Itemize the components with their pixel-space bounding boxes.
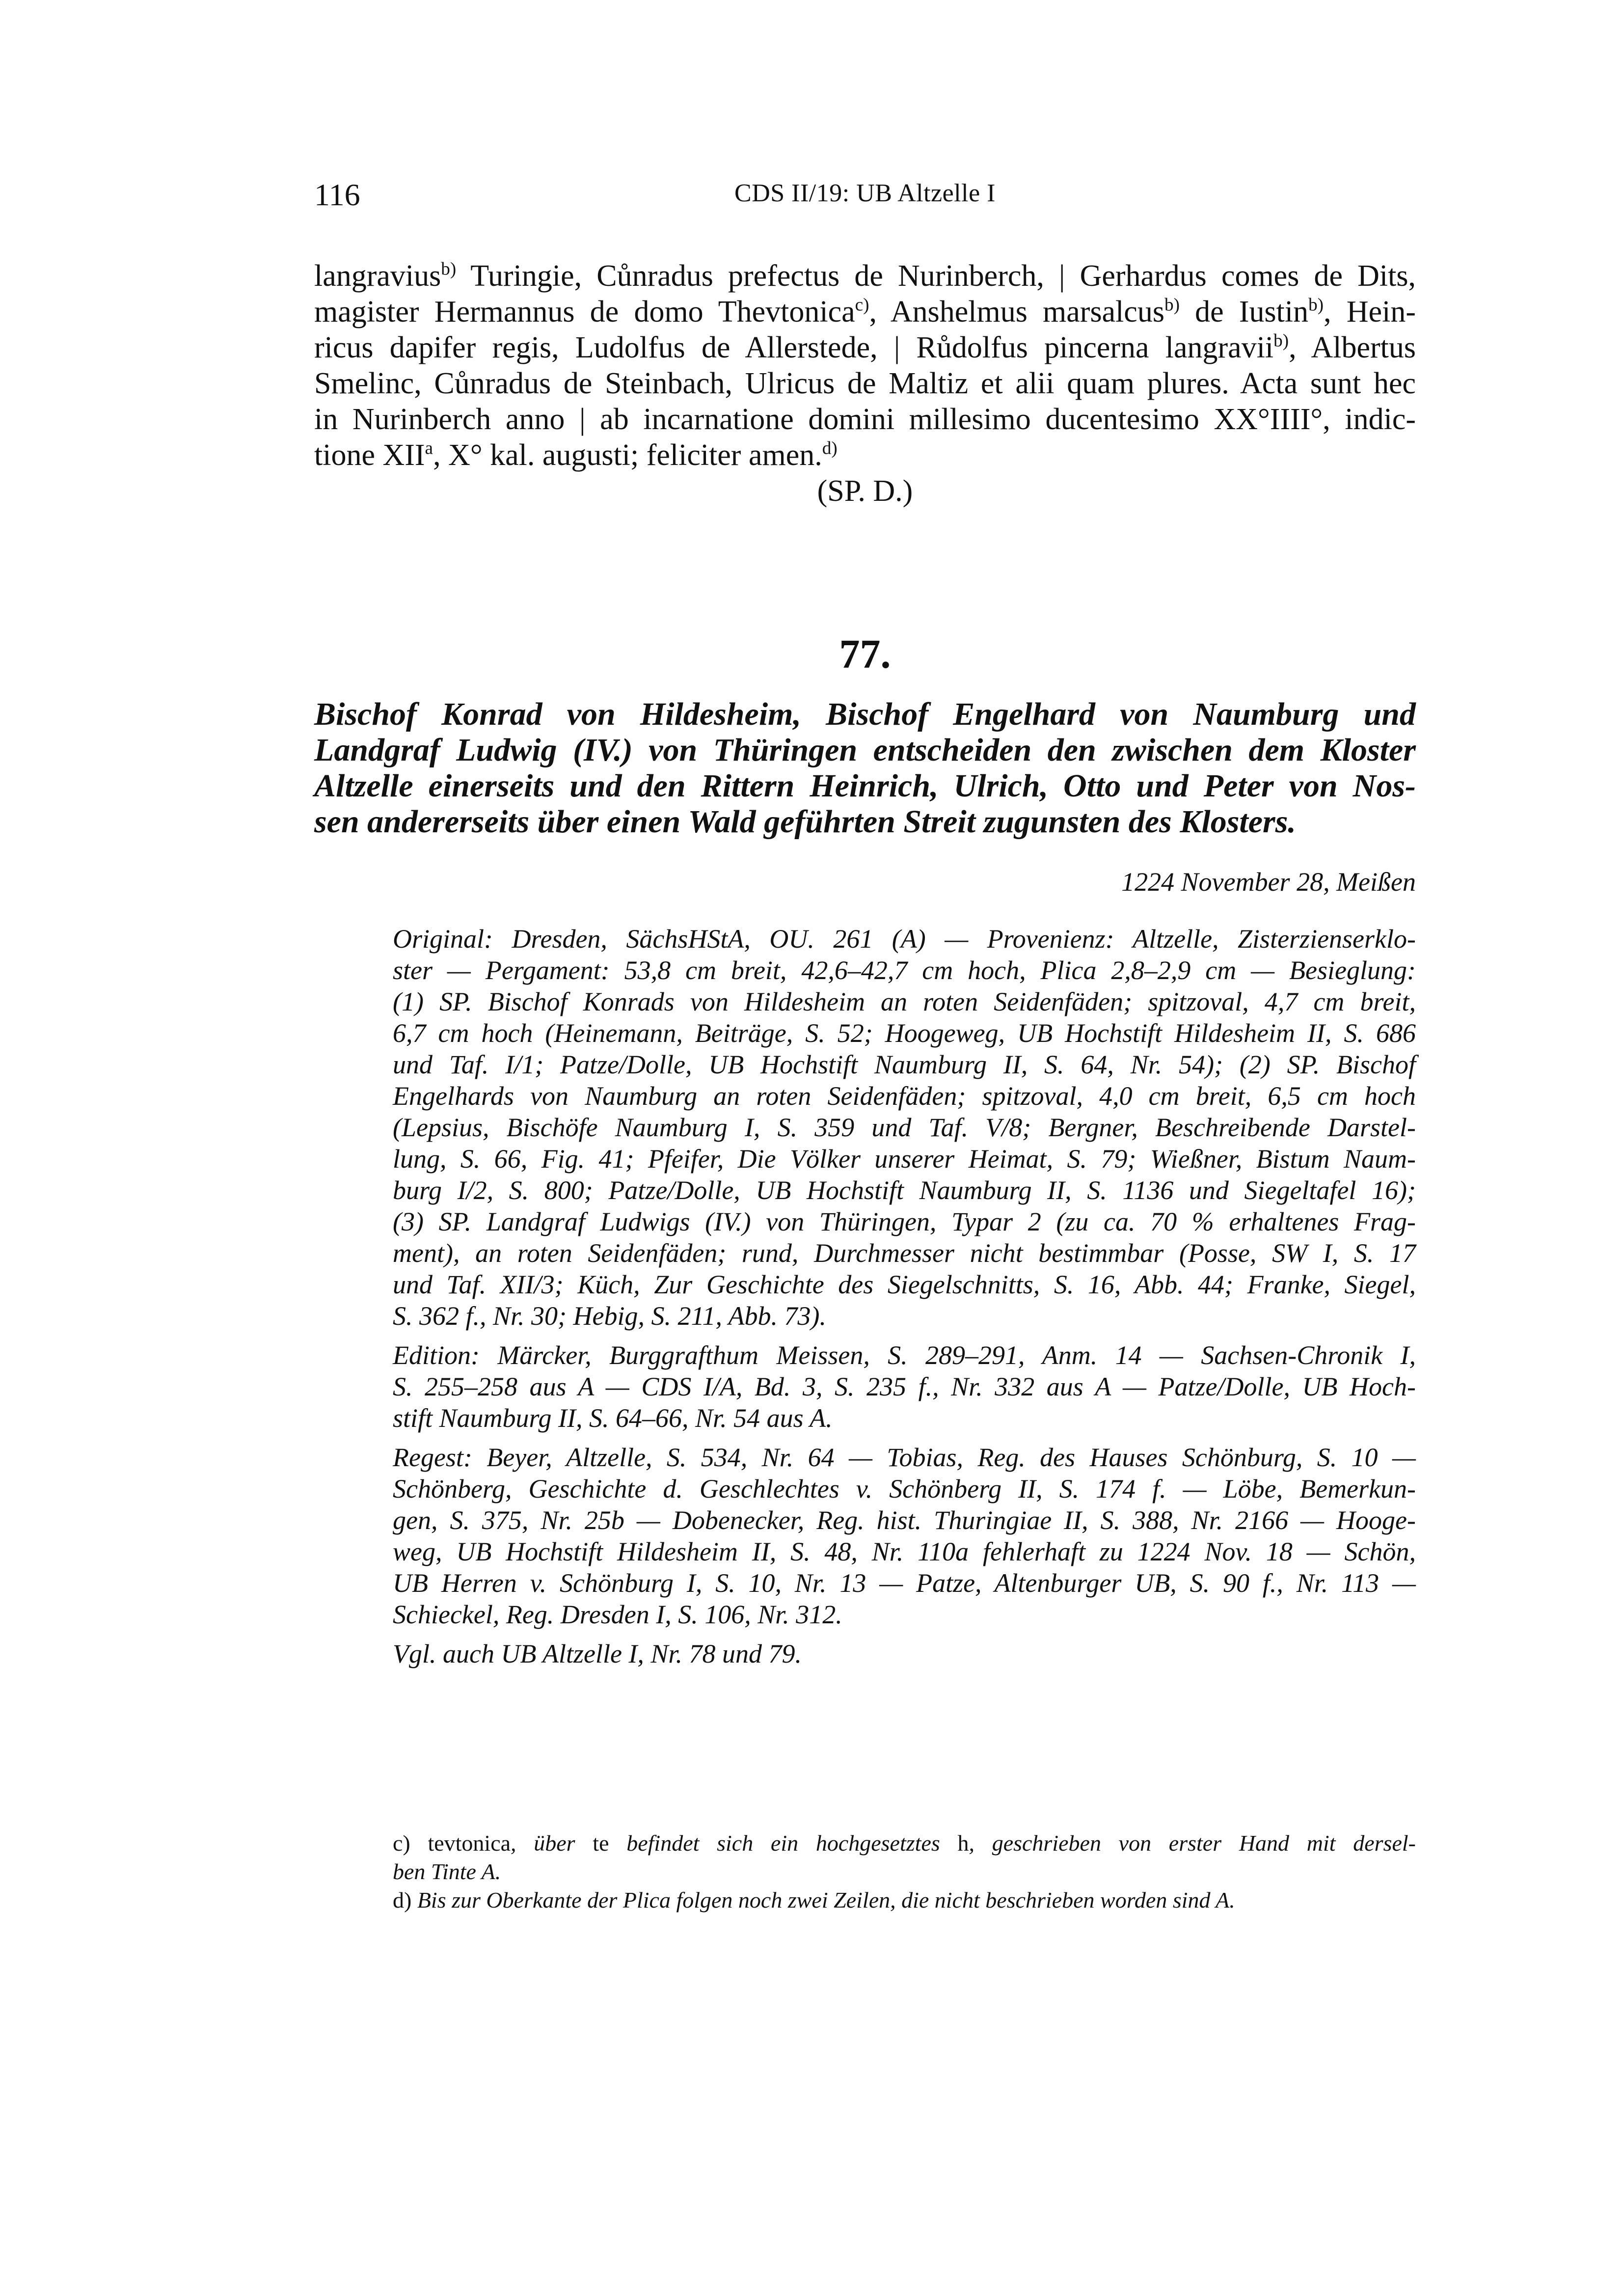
text-line: Smelinc, Cůnradus de Steinbach, Ulricus de Maltiz et alii quam plures. Acta sunt hec: [314, 367, 1416, 400]
charter-text: [314, 258, 1416, 509]
page-header: [314, 177, 1416, 216]
page-number: 116: [314, 177, 360, 212]
footnote-c: c) tevtonica, über te befindet sich ein hochgesetztes h, geschrieben von erster Hand mit dersel-: [393, 1831, 1416, 1856]
apparatus-notes: [393, 923, 1416, 1677]
title-line: Altzelle einerseits und den Rittern Heinrich, Ulrich, Otto und Peter von Nos-: [314, 768, 1416, 804]
footnotes: [393, 1829, 1416, 1914]
text-line: tione XII$^a$, X° kal. augusti; feliciter amen.$^{d)}$: [314, 438, 838, 472]
original-note: Original: Dresden, SächsHStA, OU. 261 (A) — Provenienz: Altzelle, Zisterzienserklo- ster — Pergament: 53,8 cm breit, 42,6–42,7 cm hoch, Plica 2,8–2,9 cm — Besieglung: (1) SP. Bischof Konrads von Hildesheim an roten Seidenfäden; spitzoval, 4,7 cm breit, 6,7 cm hoch (Heinemann, Beiträge, S. 52; Hoogeweg, UB Hochstift Hildesheim II, S. 686 und Taf. I/1; Patze/Dolle, UB Hochstift Naumburg II, S. 64, Nr. 54); (2) SP. Bischof Engelhards von Naumburg an roten Seidenfäden; spitzoval, 4,0 cm breit, 6,5 cm hoch (Lepsius, Bischöfe Naumburg I, S. 359 und Taf. V/8; Bergner, Beschreibende Darstel- lung, S. 66, Fig. 41; Pfeifer, Die Völker unserer Heimat, S. 79; Wießner, Bistum Naum- burg I/2, S. 800; Patze/Dolle, UB Hochstift Naumburg II, S. 1136 und Siegeltafel 16); (3) SP. Landgraf Ludwigs (IV.) von Thüringen, Typar 2 (zu ca. 70 % erhaltenes Frag- ment), an roten Seidenfäden; rund, Durchmesser nicht bestimmbar (Posse, SW I, S. 17 und Taf. XII/3; Küch, Zur Geschichte des Siegelschnitts, S. 16, Abb. 44; Franke, Siegel, S. 362 f., Nr. 30; Hebig, S. 211, Abb. 73).: [393, 924, 1416, 1331]
text-line: langravius$^{b)}$ Turingie, Cůnradus prefectus de Nurinberch, | Gerhardus comes de Dits,: [314, 259, 1416, 293]
document-number: 77.: [839, 631, 891, 677]
text-line: in Nurinberch anno | ab incarnatione domini millesimo ducentesimo XX°IIII°, indic-: [314, 403, 1416, 436]
footnote-d: d) Bis zur Oberkante der Plica folgen noch zwei Zeilen, die nicht beschrieben worden sind A.: [393, 1887, 1235, 1913]
document-title: [314, 696, 1416, 840]
vgl-note: Vgl. auch UB Altzelle I, Nr. 78 und 79.: [393, 1639, 802, 1668]
title-line: Bischof Konrad von Hildesheim, Bischof Engelhard von Naumburg und: [314, 696, 1416, 732]
title-line: Landgraf Ludwig (IV.) von Thüringen entscheiden den zwischen dem Kloster: [314, 732, 1416, 768]
date-place: 1224 November 28, Meißen: [1121, 867, 1416, 897]
edition-note: Edition: Märcker, Burggrafthum Meissen, S. 289–291, Anm. 14 — Sachsen-Chronik I, S. 255–258 aus A — CDS I/A, Bd. 3, S. 235 f., Nr. 332 aus A — Patze/Dolle, UB Hoch- stift Naumburg II, S. 64–66, Nr. 54 aus A.: [393, 1340, 1416, 1433]
seal-note: (SP. D.): [817, 474, 913, 508]
running-title: CDS II/19: UB Altzelle I: [734, 179, 996, 207]
text-line: ricus dapifer regis, Ludolfus de Allerstede, | Růdolfus pincerna langravii$^{b)}$, Albertus: [314, 330, 1416, 364]
title-line: sen andererseits über einen Wald geführten Streit zugunsten des Klosters.: [314, 804, 1296, 840]
regest-note: Regest: Beyer, Altzelle, S. 534, Nr. 64 — Tobias, Reg. des Hauses Schönburg, S. 10 — Schönberg, Geschichte d. Geschlechtes v. Schönberg II, S. 174 f. — Löbe, Bemerkun- gen, S. 375, Nr. 25b — Dobenecker, Reg. hist. Thuringiae II, S. 388, Nr. 2166 — Hooge- weg, UB Hochstift Hildesheim II, S. 48, Nr. 110a fehlerhaft zu 1224 Nov. 18 — Schön, UB Herren v. Schönburg I, S. 10, Nr. 13 — Patze, Altenburger UB, S. 90 f., Nr. 113 — Schieckel, Reg. Dresden I, S. 106, Nr. 312.: [393, 1443, 1416, 1629]
footnote-c-cont: ben Tinte A.: [393, 1859, 501, 1884]
text-line: magister Hermannus de domo Thevtonica$^{c)}$, Anshelmus marsalcus$^{b)}$ de Iustin$^{b)}$, Hein-: [314, 295, 1416, 328]
